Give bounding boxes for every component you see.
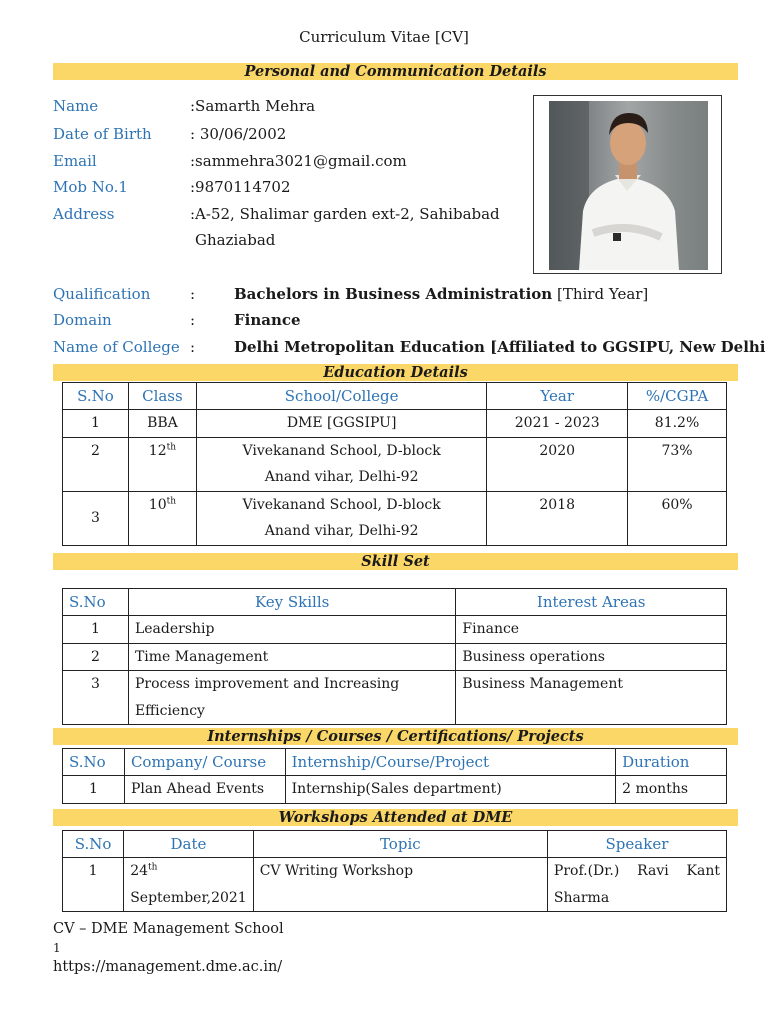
document-title: Curriculum Vitae [CV] — [299, 28, 469, 46]
address-line-1: :A-52, Shalimar garden ext-2, Sahibabad — [190, 205, 500, 223]
internships-header-sno: S.No — [63, 749, 125, 776]
email-value: :sammehra3021@gmail.com — [190, 152, 407, 170]
table-row — [63, 616, 727, 644]
skill-name: Process improvement and Increasing Efficiency — [128, 671, 455, 725]
education-header-class: Class — [128, 383, 196, 410]
footer-page-number: 1 — [53, 941, 61, 955]
section-band-workshops: Workshops Attended at DME — [53, 809, 738, 826]
education-header-row — [63, 383, 727, 410]
education-score: 60% — [628, 491, 727, 545]
education-sno: 2 — [63, 437, 129, 491]
skills-table — [62, 588, 727, 725]
qualification-degree: Bachelors in Business Administration — [234, 285, 553, 303]
internships-table — [62, 748, 727, 804]
workshop-topic: CV Writing Workshop — [253, 858, 547, 912]
education-year: 2021 - 2023 — [487, 410, 628, 438]
education-header-sno: S.No — [63, 383, 129, 410]
education-header-year: Year — [487, 383, 628, 410]
table-row — [63, 643, 727, 671]
skills-header-interest: Interest Areas — [456, 589, 727, 616]
interest-area: Business Management — [456, 671, 727, 725]
skills-header-sno: S.No — [63, 589, 129, 616]
education-school: Vivekanand School, D-block Anand vihar, Delhi-92 — [196, 491, 486, 545]
email-label: Email — [53, 152, 97, 170]
qualification-label: Qualification — [53, 285, 151, 303]
qualification-year: [Third Year] — [556, 285, 649, 303]
education-header-score: %/CGPA — [628, 383, 727, 410]
workshops-header-sno: S.No — [63, 831, 124, 858]
address-label: Address — [53, 205, 115, 223]
internships-header-project: Internship/Course/Project — [285, 749, 615, 776]
internships-header-duration: Duration — [616, 749, 727, 776]
education-sno: 1 — [63, 410, 129, 438]
education-score: 81.2% — [628, 410, 727, 438]
qualification-colon: : — [190, 285, 196, 303]
internships-header-company: Company/ Course — [124, 749, 285, 776]
address-line-2: Ghaziabad — [195, 231, 276, 249]
profile-photo — [549, 101, 708, 270]
table-row — [63, 437, 727, 491]
education-class: 10th — [128, 491, 196, 545]
workshops-header-topic: Topic — [253, 831, 547, 858]
education-table — [62, 382, 727, 546]
domain-value: Finance — [234, 311, 301, 329]
internships-header-row — [63, 749, 727, 776]
section-band-education: Education Details — [53, 364, 738, 381]
qualification-value — [234, 285, 648, 303]
college-colon: : — [190, 338, 196, 356]
table-row — [63, 491, 727, 545]
education-class: BBA — [128, 410, 196, 438]
table-row — [63, 671, 727, 725]
table-row — [63, 410, 727, 438]
education-school: Vivekanand School, D-block Anand vihar, Delhi-92 — [196, 437, 486, 491]
section-band-skills: Skill Set — [53, 553, 738, 570]
section-band-personal: Personal and Communication Details — [53, 63, 738, 80]
mobile-label: Mob No.1 — [53, 178, 128, 196]
skill-sno: 1 — [63, 616, 129, 644]
workshop-date: 24th September,2021 — [124, 858, 254, 912]
dob-label: Date of Birth — [53, 125, 152, 143]
skill-sno: 2 — [63, 643, 129, 671]
education-header-school: School/College — [196, 383, 486, 410]
college-label: Name of College — [53, 338, 180, 356]
workshop-sno: 1 — [63, 858, 124, 912]
skills-header-key-skills: Key Skills — [128, 589, 455, 616]
section-band-internships: Internships / Courses / Certifications/ Projects — [53, 728, 738, 745]
table-row — [63, 776, 727, 804]
workshop-speaker: Prof.(Dr.) Ravi Kant Sharma — [547, 858, 726, 912]
education-year: 2018 — [487, 491, 628, 545]
education-score: 73% — [628, 437, 727, 491]
skills-header-row — [63, 589, 727, 616]
footer-url[interactable]: https://management.dme.ac.in/ — [53, 959, 283, 975]
education-class: 12th — [128, 437, 196, 491]
skill-sno: 3 — [63, 671, 129, 725]
profile-photo-frame — [533, 95, 722, 274]
skill-name: Leadership — [128, 616, 455, 644]
footer-school: CV – DME Management School — [53, 921, 284, 937]
education-year: 2020 — [487, 437, 628, 491]
domain-colon: : — [190, 311, 196, 329]
name-value: :Samarth Mehra — [190, 97, 316, 115]
dob-value: : 30/06/2002 — [190, 125, 287, 143]
workshops-header-date: Date — [124, 831, 254, 858]
domain-label: Domain — [53, 311, 112, 329]
workshops-table — [62, 830, 727, 912]
interest-area: Business operations — [456, 643, 727, 671]
college-value: Delhi Metropolitan Education [Affiliated to GGSIPU, New Delhi — [234, 338, 766, 356]
person-portrait-icon — [549, 101, 708, 270]
skill-name: Time Management — [128, 643, 455, 671]
internship-sno: 1 — [63, 776, 125, 804]
mobile-value: :9870114702 — [190, 178, 291, 196]
education-sno: 3 — [63, 491, 129, 545]
internship-company: Plan Ahead Events — [124, 776, 285, 804]
education-school: DME [GGSIPU] — [196, 410, 486, 438]
interest-area: Finance — [456, 616, 727, 644]
internship-duration: 2 months — [616, 776, 727, 804]
workshops-header-row — [63, 831, 727, 858]
name-label: Name — [53, 97, 99, 115]
workshops-header-speaker: Speaker — [547, 831, 726, 858]
internship-project: Internship(Sales department) — [285, 776, 615, 804]
table-row — [63, 858, 727, 912]
